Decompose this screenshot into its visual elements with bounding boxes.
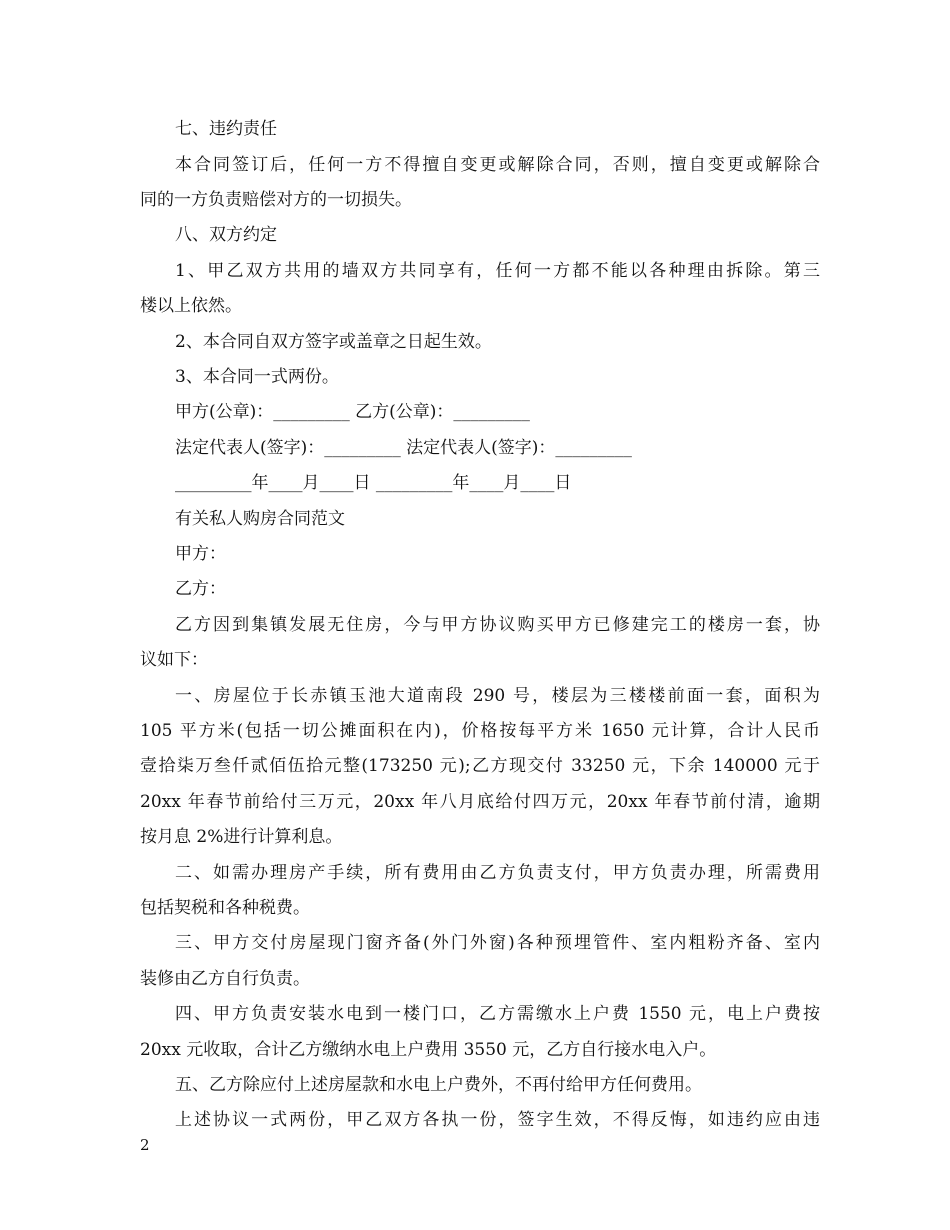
page-number: 2	[140, 1136, 150, 1154]
party-a-label: 甲方：	[175, 544, 226, 564]
paragraph-line: 乙方因到集镇发展无住房，今与甲方协议购买甲方已修建完工的楼房一套，协	[175, 615, 820, 635]
paragraph-line: 按月息 2%进行计算利息。	[140, 827, 343, 847]
paragraph-line: 上述协议一式两份，甲乙双方各执一份，签字生效，不得反悔，如违约应由违	[175, 1110, 820, 1130]
paragraph-line: 五、乙方除应付上述房屋款和水电上户费外，不再付给甲方任何费用。	[175, 1075, 702, 1095]
paragraph-line: 二、如需办理房产手续，所有费用由乙方负责支付，甲方负责办理，所需费用	[175, 863, 820, 883]
section-heading: 七、违约责任	[175, 119, 277, 139]
paragraph-line: 3、本合同一式两份。	[175, 367, 339, 387]
paragraph-line: 装修由乙方自行负责。	[140, 969, 310, 989]
paragraph-line: 议如下：	[140, 650, 208, 670]
signature-line: 甲方(公章)：_________ 乙方(公章)：_________	[175, 402, 530, 422]
paragraph-line: 1、甲乙双方共用的墙双方共同享有，任何一方都不能以各种理由拆除。第三	[175, 261, 820, 281]
paragraph-line: 2、本合同自双方签字或盖章之日起生效。	[175, 332, 492, 352]
party-b-label: 乙方：	[175, 579, 226, 599]
paragraph-line: 四、甲方负责安装水电到一楼门口，乙方需缴水上户费 1550 元，电上户费按	[175, 1004, 820, 1024]
paragraph-line: 包括契税和各种税费。	[140, 898, 310, 918]
document-title: 有关私人购房合同范文	[175, 509, 345, 529]
paragraph-line: 本合同签订后，任何一方不得擅自变更或解除合同，否则，擅自变更或解除合	[175, 155, 820, 175]
paragraph-line: 同的一方负责赔偿对方的一切损失。	[140, 190, 412, 210]
section-heading: 八、双方约定	[175, 225, 277, 245]
date-line: _________年____月____日 _________年____月____日	[175, 473, 572, 493]
paragraph-line: 105 平方米(包括一切公摊面积在内)，价格按每平方米 1650 元计算，合计人民币	[140, 721, 820, 741]
paragraph-line: 三、甲方交付房屋现门窗齐备(外门外窗)各种预埋管件、室内粗粉齐备、室内	[175, 933, 820, 953]
paragraph-line: 20xx 元收取，合计乙方缴纳水电上户费用 3550 元，乙方自行接水电入户。	[140, 1040, 717, 1060]
paragraph-line: 20xx 年春节前给付三万元，20xx 年八月底给付四万元，20xx 年春节前付清，逾期	[140, 792, 820, 812]
paragraph-line: 楼以上依然。	[140, 296, 242, 316]
paragraph-line: 壹拾柒万叁仟贰佰伍拾元整(173250 元);乙方现交付 33250 元，下余 140000 元于	[140, 756, 820, 776]
paragraph-line: 一、房屋位于长赤镇玉池大道南段 290 号，楼层为三楼楼前面一套，面积为	[175, 686, 820, 706]
signature-line: 法定代表人(签字)：_________ 法定代表人(签字)：_________	[175, 438, 632, 458]
